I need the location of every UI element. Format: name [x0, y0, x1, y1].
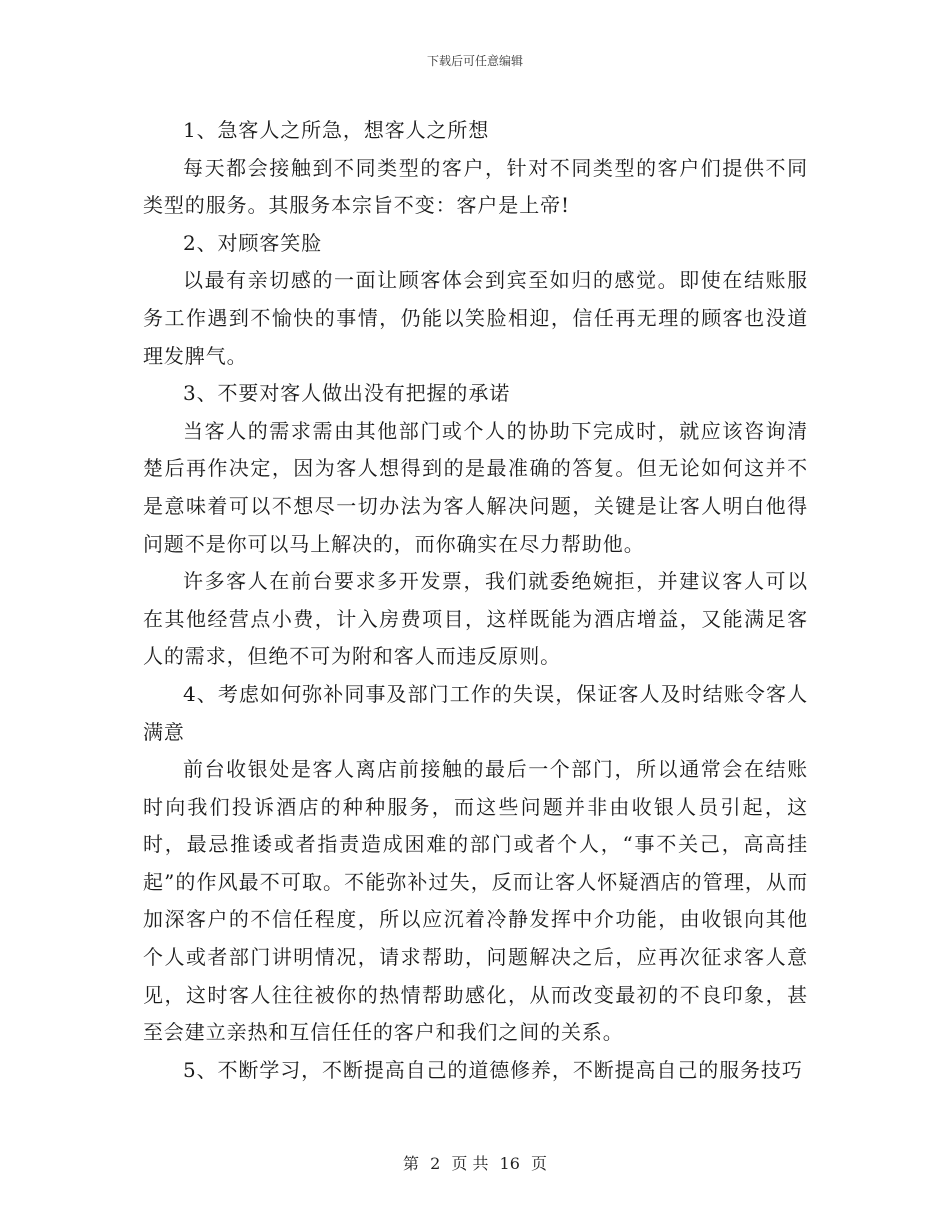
heading-3: 3、不要对客人做出没有把握的承诺 [183, 381, 511, 406]
heading-1: 1、急客人之所急，想客人之所想 [183, 118, 490, 142]
footer-middle: 页 共 [451, 1154, 489, 1173]
heading-4: 4、考虑如何弥补同事及部门工作的失误，保证客人及时结账令客人满意 [143, 681, 808, 744]
document-body [143, 112, 808, 1089]
paragraph: 许多客人在前台要求多开发票，我们就委绝婉拒，并建议客人可以在其他经营点小费，计入房费项目，这样既能为酒店增益，又能满足客人的需求，但绝不可为附和客人而违反原则。 [143, 569, 808, 669]
page-header [0, 53, 950, 69]
paragraph: 当客人的需求需由其他部门或个人的协助下完成时，就应该咨询清楚后再作决定，因为客人想得到的是最准确的答复。但无论如何这并不是意味着可以不想尽一切办法为客人解决问题，关键是让客人明白他得问题不是你可以马上解决的，而你确实在尽力帮助他。 [143, 418, 808, 556]
footer-total-pages: 16 [499, 1154, 520, 1173]
footer-prefix: 第 [402, 1154, 419, 1173]
heading-2: 2、对顾客笑脸 [183, 230, 323, 255]
heading-5: 5、不断学习，不断提高自己的道德修养，不断提高自己的服务技巧 [183, 1057, 803, 1082]
header-text: 下载后可任意编辑 [426, 54, 523, 68]
paragraph: 每天都会接触到不同类型的客户，针对不同类型的客户们提供不同类型的服务。其服务本宗旨不变：客户是上帝! [143, 155, 808, 218]
footer-suffix: 页 [531, 1154, 548, 1173]
footer-page-number: 2 [430, 1154, 441, 1173]
paragraph: 前台收银处是客人离店前接触的最后一个部门，所以通常会在结账时向我们投诉酒店的种种服务，而这些问题并非由收银人员引起，这时，最忌推诿或者指责造成困难的部门或者个人，“事不关己，高高挂起”的作风最不可取。不能弥补过失，反而让客人怀疑酒店的管理，从而加深客户的不信任程度，所以应沉着冷静发挥中介功能，由收银向其他个人或者部门讲明情况，请求帮助，问题解决之后，应再次征求客人意见，这时客人往往被你的热情帮助感化，从而改变最初的不良印象，甚至会建立亲热和互信任任的客户和我们之间的关系。 [143, 757, 808, 1045]
page-footer [0, 1154, 950, 1174]
paragraph: 以最有亲切感的一面让顾客体会到宾至如归的感觉。即使在结账服务工作遇到不愉快的事情，仍能以笑脸相迎，信任再无理的顾客也没道理发脾气。 [143, 268, 808, 368]
